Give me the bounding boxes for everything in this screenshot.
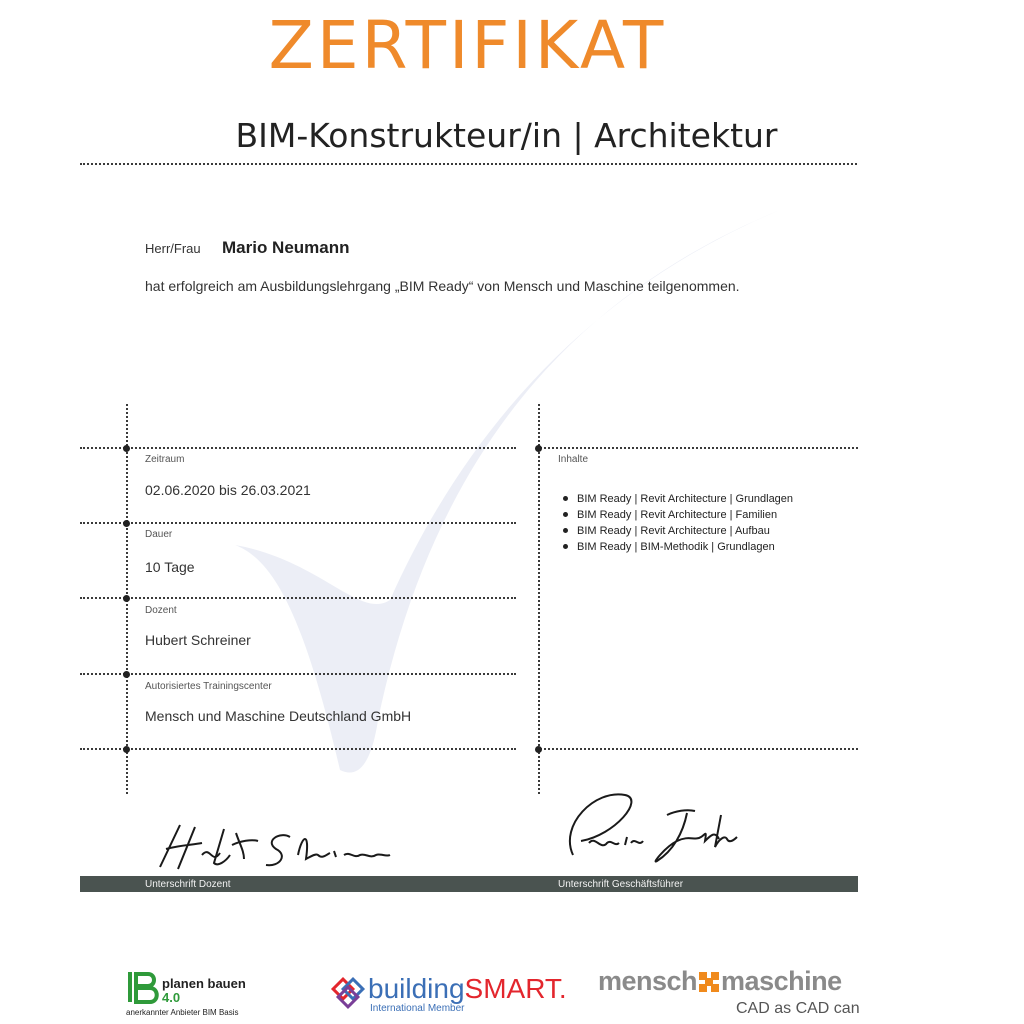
mensch-maschine-name-part2: maschine bbox=[721, 966, 842, 996]
title-divider bbox=[80, 163, 857, 165]
certificate-title: ZERTIFIKAT bbox=[268, 7, 667, 84]
table-rule bbox=[80, 748, 516, 750]
mensch-maschine-cross-icon bbox=[699, 968, 719, 988]
completion-statement: hat erfolgreich am Ausbildungslehrgang „BIM Ready“ von Mensch und Maschine teilgenommen. bbox=[145, 278, 740, 294]
table-node-dot bbox=[123, 671, 130, 678]
duration-value: 10 Tage bbox=[145, 559, 195, 575]
table-rule bbox=[80, 447, 516, 449]
salutation: Herr/Frau bbox=[145, 241, 201, 256]
list-item: BIM Ready | Revit Architecture | Grundlagen bbox=[563, 491, 793, 507]
period-value: 02.06.2020 bis 26.03.2021 bbox=[145, 482, 311, 498]
contents-label: Inhalte bbox=[558, 454, 589, 465]
lecturer-signature bbox=[140, 815, 400, 875]
recipient-name: Mario Neumann bbox=[222, 238, 350, 257]
mensch-maschine-name-part1: mensch bbox=[598, 966, 698, 996]
table-rule bbox=[80, 597, 516, 599]
table-vertical-line-right bbox=[538, 404, 540, 794]
table-node-dot bbox=[535, 746, 542, 753]
table-node-dot bbox=[123, 520, 130, 527]
building-smart-mark: . bbox=[558, 973, 567, 1004]
duration-label: Dauer bbox=[145, 529, 173, 540]
building-smart-logo bbox=[330, 972, 567, 1020]
lecturer-value: Hubert Schreiner bbox=[145, 632, 251, 648]
director-signature bbox=[555, 785, 755, 870]
table-rule bbox=[540, 447, 858, 449]
lecturer-label: Dozent bbox=[145, 605, 177, 616]
building-smart-tagline: International Member bbox=[370, 1003, 465, 1014]
building-smart-name-part1: building bbox=[368, 973, 465, 1004]
list-item: BIM Ready | Revit Architecture | Aufbau bbox=[563, 523, 793, 539]
table-node-dot bbox=[123, 595, 130, 602]
table-node-dot bbox=[123, 746, 130, 753]
director-signature-label: Unterschrift Geschäftsführer bbox=[558, 879, 684, 890]
table-node-dot bbox=[123, 445, 130, 452]
training-center-value: Mensch und Maschine Deutschland GmbH bbox=[145, 708, 412, 724]
training-center-label: Autorisiertes Trainingscenter bbox=[145, 681, 272, 692]
list-item: BIM Ready | BIM-Methodik | Grundlagen bbox=[563, 539, 793, 555]
table-node-dot bbox=[535, 445, 542, 452]
table-rule bbox=[80, 673, 516, 675]
planen-bauen-tagline: anerkannter Anbieter BIM Basis bbox=[126, 1008, 239, 1017]
table-rule bbox=[80, 522, 516, 524]
table-rule bbox=[540, 748, 858, 750]
list-item: BIM Ready | Revit Architecture | Familien bbox=[563, 507, 793, 523]
mensch-maschine-tagline: CAD as CAD can bbox=[736, 1000, 860, 1017]
lecturer-signature-label: Unterschrift Dozent bbox=[145, 879, 231, 890]
mensch-maschine-logo bbox=[598, 966, 863, 1022]
building-smart-knot-icon bbox=[330, 976, 366, 1012]
planen-bauen-name: planen bauen bbox=[162, 976, 246, 991]
planen-bauen-logo bbox=[126, 970, 266, 1020]
certificate-subtitle: BIM-Konstrukteur/in | Architektur bbox=[235, 116, 778, 155]
contents-list bbox=[563, 491, 793, 555]
planen-bauen-mark-icon bbox=[126, 970, 160, 1006]
planen-bauen-version: 4.0 bbox=[162, 990, 181, 1005]
period-label: Zeitraum bbox=[145, 454, 185, 465]
building-smart-name-part2: SMART bbox=[464, 973, 559, 1004]
